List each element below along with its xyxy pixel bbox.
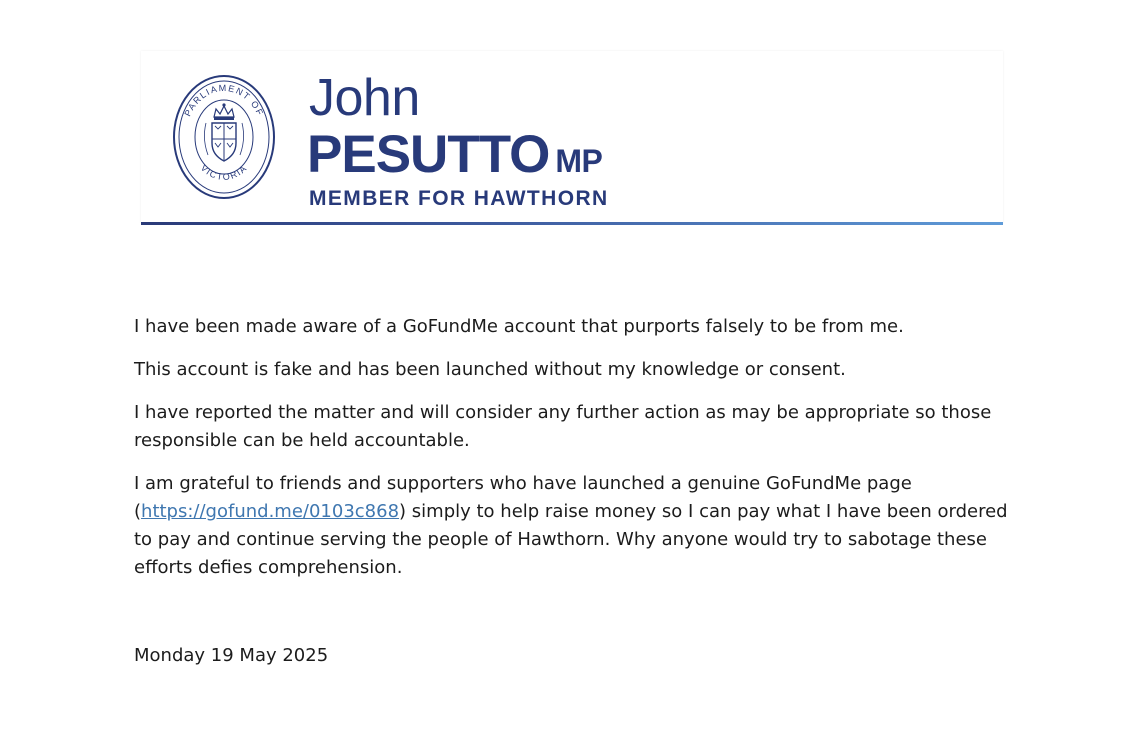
letterhead-rule [141, 222, 1003, 225]
svg-text:VICTORIA: VICTORIA [198, 162, 250, 183]
gofundme-link[interactable]: https://gofund.me/0103c868 [141, 501, 400, 522]
paragraph-3: I have reported the matter and will consider any further action as may be appropriate so those responsible can be held accountable. [134, 402, 992, 451]
paragraph-2: This account is fake and has been launched without my knowledge or consent. [134, 359, 846, 380]
statement-body [134, 313, 1014, 597]
first-name: John [309, 69, 420, 127]
last-name: PESUTTO [307, 125, 550, 184]
statement-date: Monday 19 May 2025 [134, 645, 329, 666]
paragraph-4-text-after: ) simply to help raise money so I can pay what I have been ordered to pay and continue serving the people of Hawthorn. Why anyone would try to sabotage these efforts defies comprehension. [134, 501, 1008, 578]
mp-suffix: MP [555, 143, 603, 179]
paragraph-1: I have been made aware of a GoFundMe account that purports falsely to be from me. [134, 316, 904, 337]
svg-text:PARLIAMENT OF: PARLIAMENT OF [182, 82, 266, 118]
last-name-row [307, 124, 602, 186]
paragraph-4-text-before: I am grateful to friends and supporters who have launched a genuine GoFundMe page ( [134, 473, 912, 522]
paragraph-4 [134, 470, 1014, 582]
electorate-subtitle: MEMBER FOR HAWTHORN [309, 187, 609, 210]
parliament-of-victoria-seal-icon [172, 73, 276, 201]
